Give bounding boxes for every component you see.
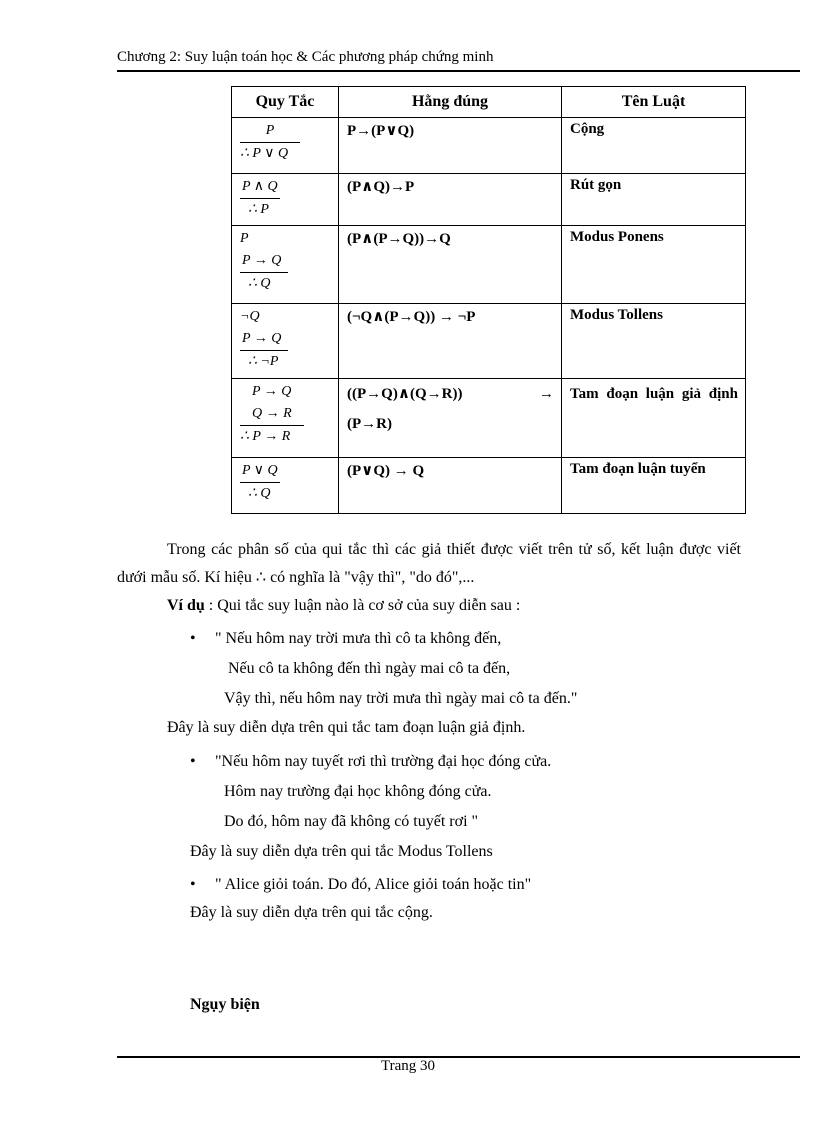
table-row xyxy=(232,174,746,226)
law-cell: Modus Tollens xyxy=(562,304,746,379)
law-cell: Modus Ponens xyxy=(562,226,746,304)
example-1-line-3: Vậy thì, nếu hôm nay trời mưa thì ngày mai cô ta đến." xyxy=(224,690,578,707)
table-row xyxy=(232,458,746,514)
rule-cell: ¬Q P → Q ∴ ¬P xyxy=(232,304,339,379)
tautology-cell: P→(P∨Q) xyxy=(339,118,562,174)
explanation-paragraph: Trong các phân số của qui tắc thì các giả thiết được viết trên tử số, kết luận được viết dưới mẫu số. Kí hiệu ∴ có nghĩa là "vậy thì", "do đó",... xyxy=(117,541,741,586)
bullet-icon: • xyxy=(190,630,196,647)
law-cell: Cộng xyxy=(562,118,746,174)
table-row xyxy=(232,118,746,174)
law-cell: Tam đoạn luận giả định xyxy=(562,379,746,458)
col-header-tautology: Hằng đúng xyxy=(339,87,562,118)
example-1-note: Đây là suy diễn dựa trên qui tắc tam đoạn luận giả định. xyxy=(167,719,526,736)
tautology-cell: (P∧(P→Q))→Q xyxy=(339,226,562,304)
example-2-line-1: "Nếu hôm nay tuyết rơi thì trường đại học đóng cửa. xyxy=(215,753,552,770)
rule-cell: P ∴ P ∨ Q xyxy=(232,118,339,174)
example-1-line-1: " Nếu hôm nay trời mưa thì cô ta không đến, xyxy=(215,630,502,647)
example-intro: Ví dụ : Qui tắc suy luận nào là cơ sở của suy diễn sau : xyxy=(167,597,521,614)
col-header-law: Tên Luật xyxy=(562,87,746,118)
page-number: Trang 30 xyxy=(380,1058,436,1074)
page-header: Chương 2: Suy luận toán học & Các phương pháp chứng minh xyxy=(117,49,494,65)
rule-cell: P → Q Q → R ∴ P → R xyxy=(232,379,339,458)
example-label: Ví dụ xyxy=(167,597,205,614)
law-cell: Rút gọn xyxy=(562,174,746,226)
bullet-icon: • xyxy=(190,753,196,770)
table-row xyxy=(232,379,746,458)
example-3-line: " Alice giỏi toán. Do đó, Alice giỏi toán hoặc tin" xyxy=(215,876,532,893)
bullet-icon: • xyxy=(190,876,196,893)
table-row xyxy=(232,226,746,304)
section-heading: Ngụy biện xyxy=(190,996,260,1013)
inference-rules-table xyxy=(231,86,746,514)
table-header-row xyxy=(232,87,746,118)
rule-cell: P ∨ Q ∴ Q xyxy=(232,458,339,514)
header-rule xyxy=(117,70,800,72)
example-2-line-3: Do đó, hôm nay đã không có tuyết rơi " xyxy=(224,813,479,830)
law-cell: Tam đoạn luận tuyển xyxy=(562,458,746,514)
tautology-cell: (¬Q∧(P→Q)) → ¬P xyxy=(339,304,562,379)
example-2-note: Đây là suy diễn dựa trên qui tắc Modus Tollens xyxy=(190,843,493,860)
rule-cell: P P → Q ∴ Q xyxy=(232,226,339,304)
tautology-cell: (P∨Q) → Q xyxy=(339,458,562,514)
example-1-line-2: Nếu cô ta không đến thì ngày mai cô ta đến, xyxy=(228,660,511,677)
rule-cell: P ∧ Q ∴ P xyxy=(232,174,339,226)
example-3-note: Đây là suy diễn dựa trên qui tắc cộng. xyxy=(190,904,433,921)
tautology-cell: → ((P→Q)∧(Q→R)) (P→R) xyxy=(339,379,562,458)
example-2-line-2: Hôm nay trường đại học không đóng cửa. xyxy=(224,783,492,800)
table-row xyxy=(232,304,746,379)
tautology-cell: (P∧Q)→P xyxy=(339,174,562,226)
col-header-rule: Quy Tắc xyxy=(232,87,339,118)
